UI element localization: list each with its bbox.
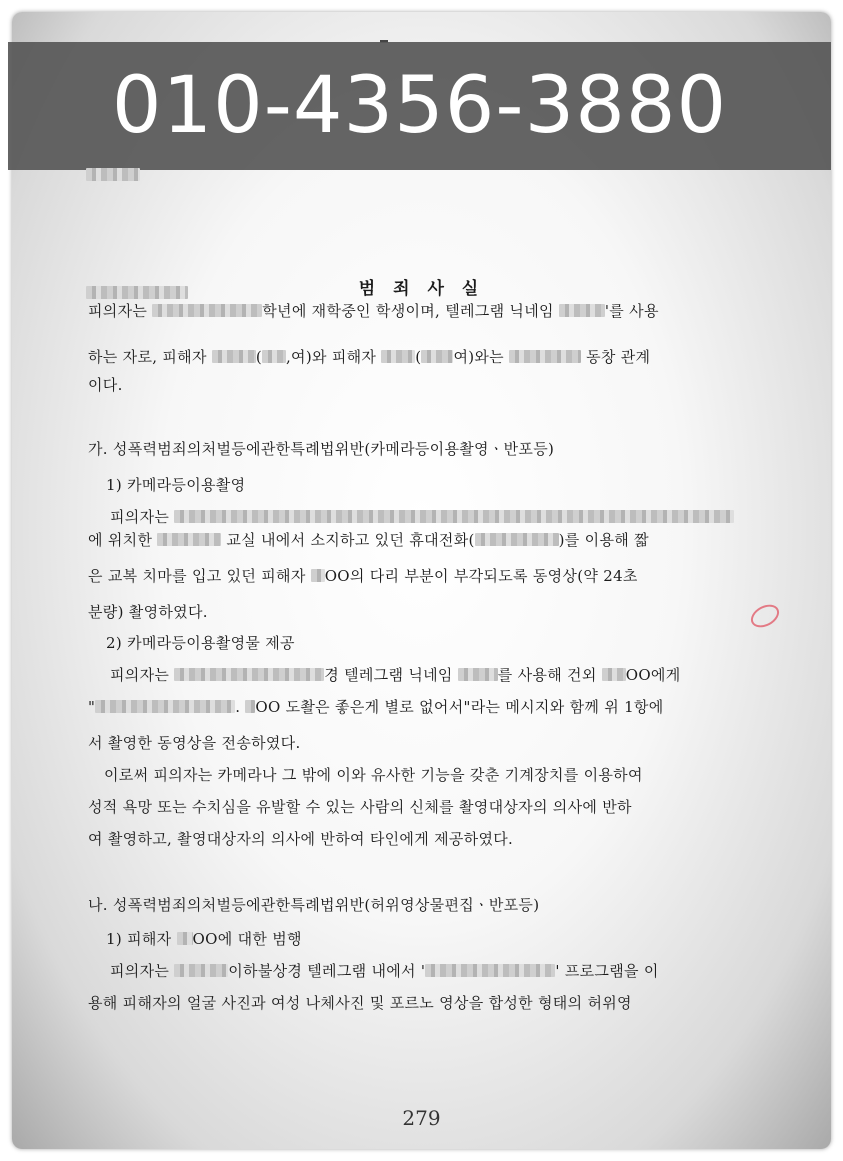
document-line: [106, 928, 302, 949]
line-text: 를 사용해 건외: [497, 666, 602, 684]
document-line: [88, 696, 664, 717]
redaction-block: [559, 304, 605, 317]
document-line: [106, 474, 245, 495]
line-text: 1) 피해자: [106, 930, 177, 948]
line-text: 이로써 피의자는 카메라나 그 밖에 이와 유사한 기능을 갖춘 기계장치를 이용하여: [104, 766, 643, 784]
line-text: 하는 자로, 피해자: [88, 348, 212, 366]
line-text: OO의 다리 부분이 부각되도록 동영상(약 24초: [324, 567, 638, 585]
line-text: 여)와는: [453, 348, 510, 366]
phone-number: 010-4356-3880: [111, 61, 728, 151]
line-text: 서 촬영한 동영상을 전송하였다.: [88, 734, 301, 752]
line-text: 분량) 촬영하였다.: [88, 603, 208, 621]
redaction-block: [262, 350, 286, 363]
line-text: 이하불상경 텔레그램 내에서 ': [228, 962, 426, 980]
line-text: 학년에 재학중인 학생이며, 텔레그램 닉네임: [262, 302, 559, 320]
document-line: [88, 565, 638, 586]
redaction-block: [174, 964, 228, 977]
line-text: 피의자는: [110, 508, 175, 526]
line-text: .: [235, 698, 246, 716]
line-text: (: [255, 348, 262, 366]
line-text: ' 프로그램을 이: [555, 962, 659, 980]
redaction-block: [212, 350, 256, 363]
document-line: [88, 529, 649, 550]
line-text: 여 촬영하고, 촬영대상자의 의사에 반하여 타인에게 제공하였다.: [88, 830, 514, 848]
redacted-header: [86, 168, 140, 181]
line-text: 2) 카메라등이용촬영물 제공: [106, 634, 295, 652]
document-title: 범 죄 사 실: [358, 279, 485, 299]
line-text: 교실 내에서 소지하고 있던 휴대전화(: [221, 531, 475, 549]
redaction-block: [311, 569, 325, 582]
phone-banner: [8, 42, 831, 170]
line-text: 피의자는: [110, 962, 175, 980]
line-text: ": [88, 698, 96, 716]
line-text: 가. 성폭력범죄의처벌등에관한특례법위반(카메라등이용촬영ㆍ반포등): [88, 440, 555, 458]
line-text: 1) 카메라등이용촬영: [106, 476, 246, 494]
line-text: 용해 피해자의 얼굴 사진과 여성 나체사진 및 포르노 영상을 합성한 형태의 허위영: [88, 994, 632, 1012]
document-line: [106, 632, 295, 653]
document-line: [88, 828, 513, 849]
line-text: 피의자는: [110, 666, 175, 684]
line-text: )를 이용해 짧: [558, 531, 649, 549]
redaction-block: [174, 510, 734, 523]
line-text: 경 텔레그램 닉네임: [324, 666, 458, 684]
redaction-block: [381, 350, 415, 363]
document-line: [88, 346, 650, 367]
redaction-block: [245, 700, 255, 713]
line-text: 이다.: [88, 376, 123, 394]
redaction-block: [174, 668, 324, 681]
document-line: [88, 601, 208, 622]
line-text: 은 교복 치마를 입고 있던 피해자: [88, 567, 311, 585]
redaction-block: [602, 668, 626, 681]
line-text: 나. 성폭력범죄의처벌등에관한특례법위반(허위영상물편집ㆍ반포등): [88, 896, 540, 914]
redaction-block: [152, 304, 262, 317]
document-line: [88, 374, 123, 395]
line-text: OO에게: [625, 666, 681, 684]
line-text: OO에 대한 범행: [192, 930, 302, 948]
document-line: [88, 300, 659, 321]
document-line: [88, 732, 301, 753]
redaction-block: [425, 964, 555, 977]
line-text: (: [415, 348, 422, 366]
line-text: 에 위치한: [88, 531, 158, 549]
document-line: [110, 960, 659, 981]
redaction-block: [421, 350, 453, 363]
line-text: 피의자는: [88, 302, 153, 320]
redaction-block: [95, 700, 235, 713]
redaction-block: [475, 533, 559, 546]
line-text: ,여)와 피해자: [285, 348, 382, 366]
redaction-block: [509, 350, 581, 363]
document-line: [88, 992, 632, 1013]
line-text: '를 사용: [604, 302, 659, 320]
redaction-block: [177, 932, 193, 945]
document-line: [110, 664, 681, 685]
line-text: 동창 관계: [581, 348, 651, 366]
line-text: OO 도촬은 좋은게 별로 없어서"라는 메시지와 함께 위 1항에: [255, 698, 664, 716]
redaction-block: [458, 668, 498, 681]
document-line: [104, 764, 643, 785]
document-line: [88, 438, 554, 459]
line-text: 성적 욕망 또는 수치심을 유발할 수 있는 사람의 신체를 촬영대상자의 의사에 반하: [88, 798, 632, 816]
document-line: [110, 506, 734, 527]
document-line: [88, 796, 632, 817]
redaction-block: [157, 533, 221, 546]
page-number: 279: [402, 1106, 441, 1130]
document-line: [88, 894, 539, 915]
